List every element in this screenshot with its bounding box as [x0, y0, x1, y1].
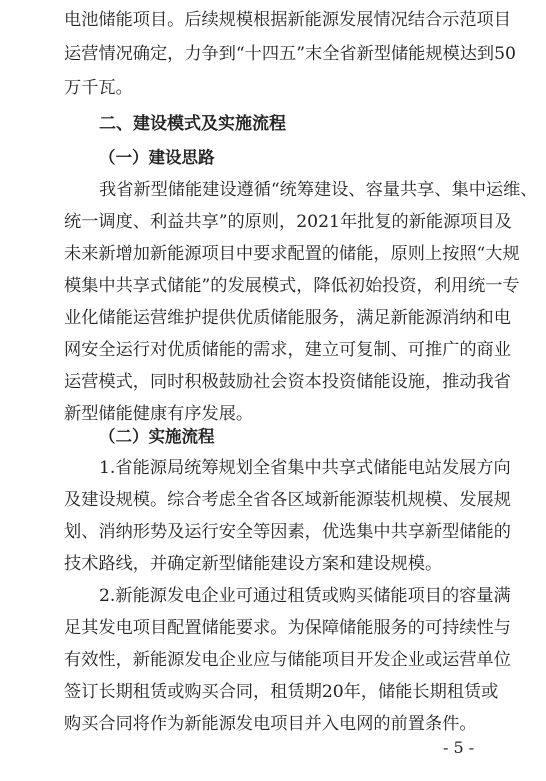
paragraph-line: 我省新型储能建设遵循“统筹建设、容量共享、集中运维、: [99, 180, 538, 200]
paragraph-line: 技术路线，并确定新型储能建设方案和建设规模。: [64, 554, 443, 574]
paragraph-line: 1.省能源局统筹规划全省集中共享式储能电站发展方向: [99, 458, 511, 478]
section-heading: 二、建设模式及实施流程: [99, 114, 286, 134]
paragraph-line: 足其发电项目配置储能要求。为保障储能服务的可持续性与: [64, 618, 511, 638]
page-number: - 5 -: [443, 738, 475, 757]
paragraph-line: 模集中共享式储能”的发展模式，降低初始投资，利用统一专: [64, 276, 520, 296]
paragraph-line: 网安全运行对优质储能的需求，建立可复制、可推广的商业: [64, 340, 511, 360]
paragraph-line: 万千瓦。: [64, 78, 133, 98]
subsection-heading: （二）实施流程: [99, 427, 215, 446]
paragraph-line: 业化储能运营维护提供优质储能服务，满足新能源消纳和电: [64, 308, 511, 328]
paragraph-line: 2.新能源发电企业可通过租赁或购买储能项目的容量满: [99, 586, 511, 606]
paragraph-line: 未来新增加新能源项目中要求配置的储能，原则上按照“大规: [64, 244, 520, 264]
paragraph-line: 电池储能项目。后续规模根据新能源发展情况结合示范项目: [64, 10, 511, 30]
paragraph-line: 购买合同将作为新能源发电项目并入电网的前置条件。: [64, 714, 477, 734]
paragraph-line: 统一调度、利益共享”的原则，2021年批复的新能源项目及: [64, 212, 512, 232]
paragraph-line: 有效性，新能源发电企业应与储能项目开发企业或运营单位: [64, 650, 511, 670]
paragraph-line: 运营情况确定，力争到“十四五”末全省新型储能规模达到50: [64, 44, 516, 64]
paragraph-line: 运营模式，同时积极鼓励社会资本投资储能设施，推动我省: [64, 372, 511, 392]
paragraph-line: 及建设规模。综合考虑全省各区域新能源装机规模、发展规: [64, 490, 511, 510]
paragraph-line: 划、消纳形势及运行安全等因素，优选集中共享新型储能的: [64, 522, 511, 542]
paragraph-line: 新型储能健康有序发展。: [64, 404, 254, 424]
subsection-heading: （一）建设思路: [99, 148, 215, 167]
paragraph-line: 签订长期租赁或购买合同，租赁期20年，储能长期租赁或: [64, 682, 499, 702]
